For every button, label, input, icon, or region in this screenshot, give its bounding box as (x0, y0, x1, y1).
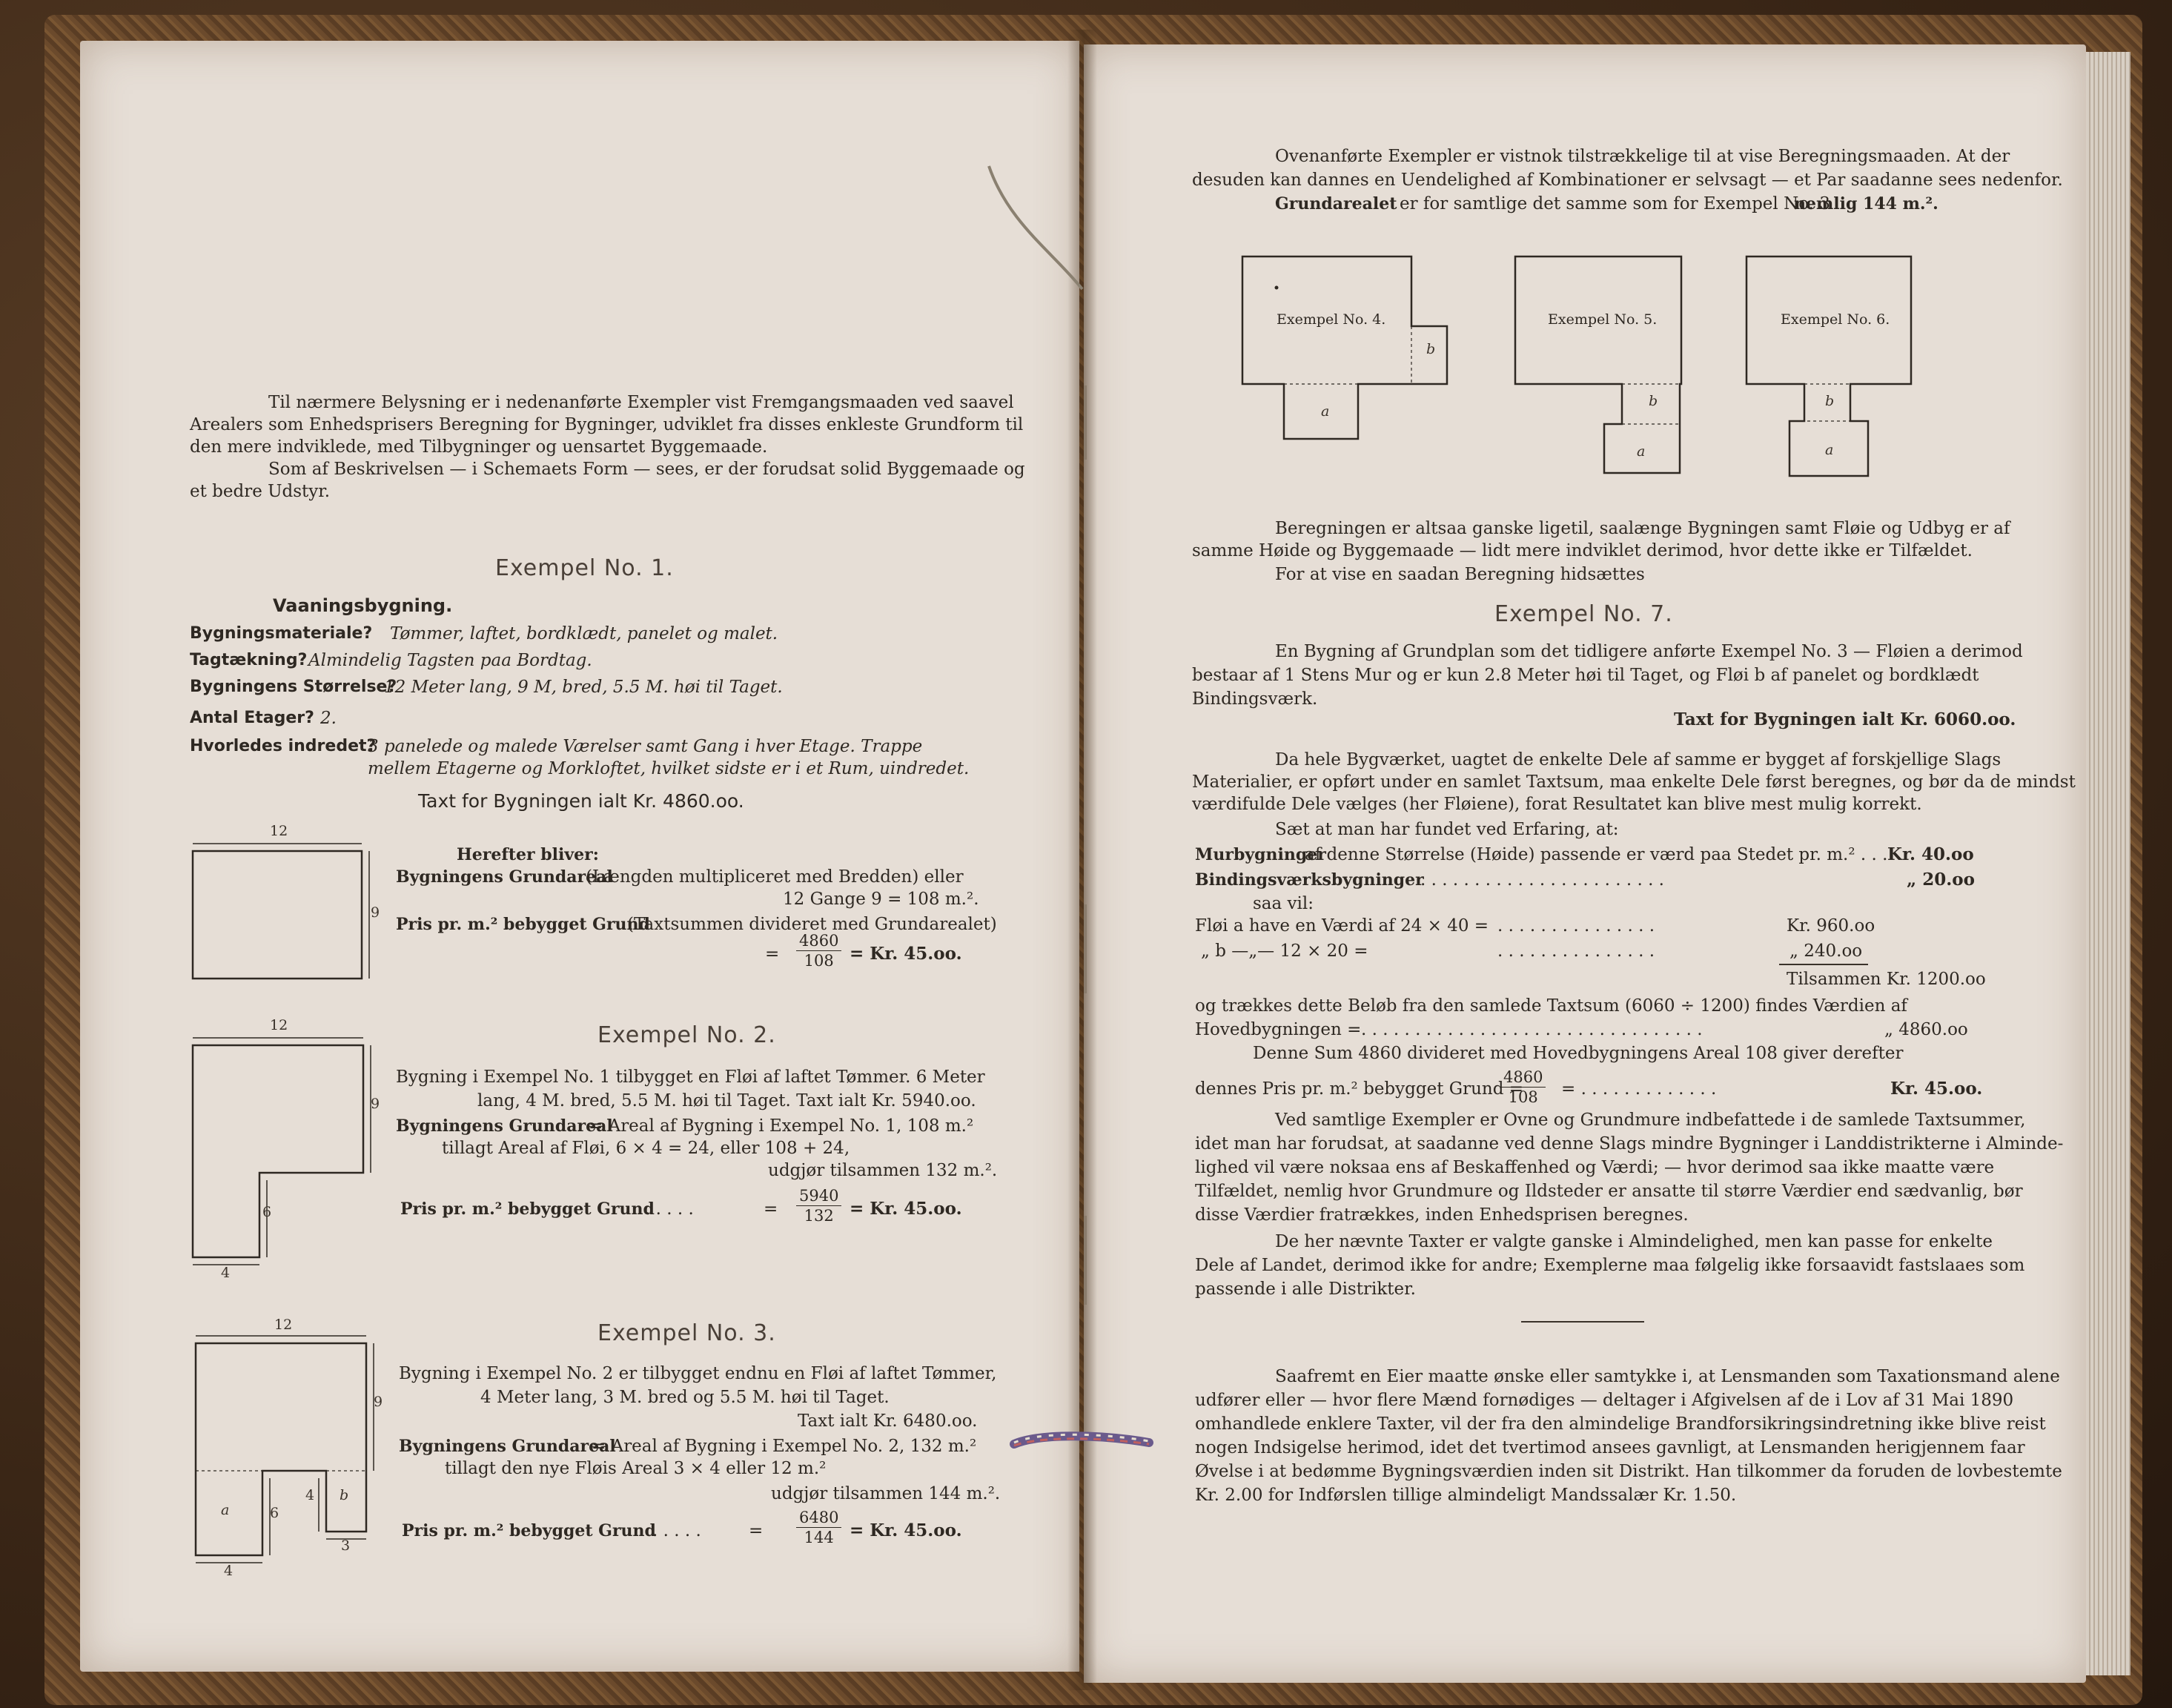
ex2-line: lang, 4 M. bred, 5.5 M. høi til Taget. Taxt ialt Kr. 5940.oo. (477, 1091, 976, 1110)
grundarealet-text: er for samtlige det samme som for Exempel No. 3 (1400, 194, 1830, 214)
intro-line: Som af Beskrivelsen — i Schemaets Form — sees, er der forudsat solid Byggemaade og (268, 460, 1025, 479)
calc-row-value: „ 240.oo (1789, 941, 1863, 961)
binding-cord (1008, 1429, 1156, 1459)
fraction (796, 1186, 841, 1225)
fraction-denominator: 108 (1508, 1088, 1538, 1106)
dimension-label: 4 (305, 1487, 315, 1503)
ex7-line: Ved samtlige Exempler er Ovne og Grundmure indbefattede i de samlede Taxtsummer, (1275, 1110, 2026, 1130)
hovedbygningen-value: „ 4860.oo (1884, 1020, 1968, 1039)
binding-stitch (1084, 385, 1087, 460)
dimension-label: 12 (270, 1017, 288, 1033)
form-label: Antal Etager? (190, 709, 314, 727)
floor-plan-2 (191, 1035, 377, 1272)
binding-stitch (1084, 1216, 1087, 1305)
herefter-label: Herefter bliver: (457, 845, 599, 864)
beregning-line: For at vise en saadan Beregning hidsættes (1275, 565, 1645, 584)
binding-stitch (1084, 904, 1087, 993)
dimension-label: 12 (270, 823, 288, 839)
ex7-line: idet man har forudsat, at saadanne ved denne Slags mindre Bygninger i Landdistrikterne i Alminde- (1195, 1134, 2064, 1153)
leader-dots: . . . . . (652, 1521, 701, 1540)
ex7-line: disse Værdier fratrækkes, inden Enhedsprisen beregnes. (1195, 1205, 1689, 1225)
wing-label: a (1321, 403, 1330, 420)
ex7-line: De her nævnte Taxter er valgte ganske i Almindelighed, men kan passe for enkelte (1275, 1232, 1993, 1251)
ex7-line: værdifulde Dele vælges (her Fløiene), forat Resultatet kan blive mest mulig korrekt. (1192, 795, 1922, 814)
murbygninger-value: Kr. 40.oo (1887, 844, 1974, 864)
final-line: Øvelse i at bedømme Bygningsværdien inden sit Distrikt. Han tilkommer da foruden de lovbestemte (1195, 1462, 2062, 1481)
murbygninger-text: af denne Størrelse (Høide) passende er værd paa Stedet pr. m.² . . . (1305, 845, 1888, 864)
fraction (796, 1508, 841, 1547)
floor-plan-5 (1512, 254, 1690, 483)
pris-text: (Taxtsummen divideret med Grundarealet) (627, 915, 997, 934)
beregning-line: Beregningen er altsaa ganske ligetil, saalænge Bygningen samt Fløie og Udbyg er af (1275, 519, 2010, 538)
form-value: 2. (320, 709, 337, 728)
exempel-2-heading: Exempel No. 2. (597, 1022, 776, 1048)
grundareal-label: Bygningens Grundareal (396, 1116, 613, 1136)
calc-row-value: Kr. 960.oo (1787, 916, 1875, 936)
ex3-line: tillagt den nye Fløis Areal 3 × 4 eller 12 m.² (445, 1459, 827, 1478)
intro-line: et bedre Udstyr. (190, 482, 331, 501)
calc-row-label: „ b —„— 12 × 20 = (1201, 941, 1368, 961)
form-value: Tømmer, laftet, bordklædt, panelet og malet. (390, 624, 778, 643)
grundarealet-label: Grundarealet (1275, 194, 1397, 214)
tilsammen: Tilsammen Kr. 1200.oo (1787, 970, 1986, 989)
ex3-line: Bygning i Exempel No. 2 er tilbygget endnu en Fløi af laftet Tømmer, (399, 1364, 997, 1383)
plan-title: Exempel No. 4. (1277, 311, 1386, 328)
final-line: Kr. 2.00 for Indførslen tillige almindeligt Mandssalær Kr. 1.50. (1195, 1486, 1737, 1505)
floor-plan-4 (1239, 254, 1454, 446)
exempel-1-heading: Exempel No. 1. (495, 555, 674, 581)
plan-title: Exempel No. 6. (1781, 311, 1890, 328)
form-value: Almindelig Tagsten paa Bordtag. (308, 651, 592, 670)
grundareal-calc: 12 Gange 9 = 108 m.². (783, 890, 979, 909)
fraction (1500, 1068, 1546, 1107)
intro-line: desuden kan dannes en Uendelighed af Kombinationer er selvsagt — et Par saadanne sees nedenfor. (1192, 171, 2063, 190)
sum-rule (1779, 964, 1868, 965)
leader-dots: . . . . . . . . . . . . . . . . . . . . . . . (1420, 870, 1664, 890)
bindingsvaerk-value: „ 20.oo (1907, 870, 1975, 890)
ex7-line: Sæt at man har fundet ved Erfaring, at: (1275, 820, 1619, 839)
ex7-line: lighed vil være noksaa ens af Beskaffenhed og Værdi; — hvor derimod saa ikke maatte være (1195, 1158, 1995, 1177)
taxt-total-1: Taxt for Bygningen ialt Kr. 4860.oo. (418, 790, 744, 812)
fraction (796, 931, 841, 970)
pris-label: Pris pr. m.² bebygget Grund (402, 1521, 656, 1540)
leader-dots: . . . . . . . . . . . . . . . (1497, 916, 1655, 936)
dimension-label: 9 (371, 904, 380, 921)
floor-plan-1 (191, 841, 377, 989)
ex3-line: udgjør tilsammen 144 m.². (771, 1484, 1001, 1503)
intro-line: Ovenanførte Exempler er vistnok tilstrækkelige til at vise Beregningsmaaden. At der (1275, 147, 2010, 166)
ex7-line: Bindingsværk. (1192, 689, 1318, 709)
saa-vil: saa vil: (1253, 894, 1314, 913)
leader-dots: = . . . . . . . . . . . . . (1561, 1079, 1717, 1099)
grundareal-label: Bygningens Grundareal (399, 1437, 616, 1456)
ex2-line: = Areal af Bygning i Exempel No. 1, 108 m.² (589, 1116, 974, 1136)
wing-label: a (221, 1502, 230, 1518)
equals-sign: = (765, 944, 780, 964)
fraction-denominator: 108 (804, 952, 834, 970)
pris-label: dennes Pris pr. m.² bebygget Grund = (1195, 1079, 1524, 1099)
dimension-label: 4 (221, 1265, 231, 1281)
dimension-label: 12 (274, 1317, 293, 1333)
grundarealet-value: nemlig 144 m.². (1794, 194, 1938, 214)
floor-plan-3 (194, 1333, 380, 1570)
form-label: Tagtækning? (190, 651, 308, 669)
ex7-line: Tilfældet, nemlig hvor Grundmure og Ildsteder er ansatte til større Værdier end sædvanlig, bør (1195, 1182, 2023, 1201)
equals-sign: = (749, 1521, 764, 1540)
ex7-line: bestaar af 1 Stens Mur og er kun 2.8 Meter høi til Taget, og Fløi b af panelet og bordklædt (1192, 666, 1979, 685)
ex7-line: Denne Sum 4860 divideret med Hovedbygningens Areal 108 giver derefter (1253, 1044, 1904, 1063)
leader-dots: . . . . . . . . . . . . . . . (1497, 941, 1655, 961)
final-line: omhandlede enklere Taxter, vil der fra den almindelige Brandforsikringsindretning ikke blive reist (1195, 1414, 2046, 1434)
wing-label: b (1426, 341, 1436, 357)
fraction-numerator: 6480 (796, 1508, 841, 1528)
wing-label: b (340, 1487, 349, 1503)
form-value: 3 panelede og malede Værelser samt Gang i hver Etage. Trappe (368, 737, 923, 756)
ex3-line: Taxt ialt Kr. 6480.oo. (798, 1411, 978, 1431)
ex2-line: udgjør tilsammen 132 m.². (768, 1161, 998, 1180)
leader-dots: . . . . . (645, 1199, 694, 1219)
equals-sign: = (764, 1199, 778, 1219)
pris-result: = Kr. 45.oo. (850, 944, 962, 964)
dimension-label: 6 (262, 1204, 272, 1220)
fraction-numerator: 4860 (796, 931, 841, 951)
dimension-label: 4 (224, 1563, 234, 1579)
pris-result: = Kr. 45.oo. (850, 1520, 962, 1540)
murbygninger-label: Murbygninger (1195, 845, 1326, 864)
form-label: Bygningsmateriale? (190, 624, 373, 643)
calc-row-label: Fløi a have en Værdi af 24 × 40 = (1195, 916, 1489, 936)
dimension-label: 9 (374, 1394, 383, 1410)
binding-thread (986, 163, 1105, 297)
leader-dots: . . . . . . . . . . . . . . . . . . . . . . . . . . . . . . . . (1361, 1020, 1703, 1039)
beregning-line: samme Høide og Byggemaade — lidt mere indviklet derimod, hvor dette ikke er Tilfældet. (1192, 541, 1973, 560)
ex7-line: Materialier, er opført under en samlet Taxtsum, maa enkelte Dele først beregnes, og bør da de mindst (1192, 772, 2076, 792)
final-line: Saafremt en Eier maatte ønske eller samtykke i, at Lensmanden som Taxationsmand alene (1275, 1367, 2060, 1386)
ex7-line: Da hele Bygværket, uagtet de enkelte Dele af samme er bygget af forskjellige Slags (1275, 750, 2002, 769)
ex7-line: Dele af Landet, derimod ikke for andre; Exemplerne maa følgelig ikke forsaavidt fastslaaes som (1195, 1256, 2025, 1275)
page-edges (2086, 52, 2130, 1675)
ex7-line: En Bygning af Grundplan som det tidligere anførte Exempel No. 3 — Fløien a derimod (1275, 642, 2023, 661)
ex2-line: Bygning i Exempel No. 1 tilbygget en Fløi af laftet Tømmer. 6 Meter (396, 1068, 985, 1087)
ex7-line: og trækkes dette Beløb fra den samlede Taxtsum (6060 ÷ 1200) findes Værdien af (1195, 996, 1907, 1016)
plan-title: Exempel No. 5. (1548, 311, 1658, 328)
exempel-3-heading: Exempel No. 3. (597, 1320, 776, 1346)
bindingsvaerk-label: Bindingsværksbygninger (1195, 870, 1424, 890)
final-line: nogen Indsigelse herimod, idet det tvertimod ansees gavnligt, at Lensmanden herigjennem faar (1195, 1438, 2025, 1457)
dimension-label: 6 (270, 1505, 279, 1521)
grundareal-text: (Længden multipliceret med Bredden) eller (586, 867, 964, 887)
section-divider (1521, 1321, 1644, 1323)
fraction-denominator: 144 (804, 1529, 834, 1546)
pris-label: Pris pr. m.² bebygget Grund (396, 915, 650, 934)
dimension-label: 9 (371, 1096, 380, 1112)
hovedbygningen-label: Hovedbygningen = (1195, 1020, 1362, 1039)
ex2-line: tillagt Areal af Fløi, 6 × 4 = 24, eller 108 + 24, (442, 1139, 850, 1158)
intro-line: den mere indviklede, med Tilbygninger og uensartet Byggemaade. (190, 437, 768, 457)
pris-result: Kr. 45.oo. (1890, 1079, 1983, 1099)
wing-label: b (1825, 393, 1835, 409)
grundareal-label: Bygningens Grundareal (396, 867, 613, 887)
form-value: 12 Meter lang, 9 M, bred, 5.5 M. høi til Taget. (384, 678, 783, 697)
pris-result: = Kr. 45.oo. (850, 1199, 962, 1219)
taxt-total-7: Taxt for Bygningen ialt Kr. 6060.oo. (1674, 709, 2016, 729)
dimension-label: 3 (341, 1537, 351, 1554)
wing-label: a (1637, 443, 1646, 460)
ex3-line: 4 Meter lang, 3 M. bred og 5.5 M. høi til Taget. (480, 1388, 890, 1407)
intro-line: Til nærmere Belysning er i nedenanførte Exempler vist Fremgangsmaaden ved saavel (268, 393, 1014, 412)
vaaningsbygning-heading: Vaaningsbygning. (273, 595, 453, 616)
fraction-denominator: 132 (804, 1207, 834, 1225)
ex3-line: = Areal af Bygning i Exempel No. 2, 132 m.² (592, 1437, 977, 1456)
intro-line: Arealers som Enhedsprisers Beregning for Bygninger, udviklet fra disses enkleste Grundform til (190, 415, 1024, 434)
ex7-line: passende i alle Distrikter. (1195, 1280, 1416, 1299)
final-line: udfører eller — hvor flere Mænd fornødiges — deltager i Afgivelsen af de i Lov af 31 Mai 1890 (1195, 1391, 2014, 1410)
form-value-continued: mellem Etagerne og Morkloftet, hvilket sidste er i et Rum, uindredet. (368, 759, 970, 778)
form-label: Bygningens Størrelse? (190, 678, 397, 696)
form-label: Hvorledes indredet? (190, 737, 377, 755)
fraction-numerator: 4860 (1500, 1068, 1546, 1088)
fraction-numerator: 5940 (796, 1186, 841, 1206)
exempel-7-heading: Exempel No. 7. (1494, 601, 1673, 627)
pris-label: Pris pr. m.² bebygget Grund (400, 1199, 655, 1219)
wing-label: a (1825, 442, 1834, 458)
wing-label: b (1649, 393, 1658, 409)
